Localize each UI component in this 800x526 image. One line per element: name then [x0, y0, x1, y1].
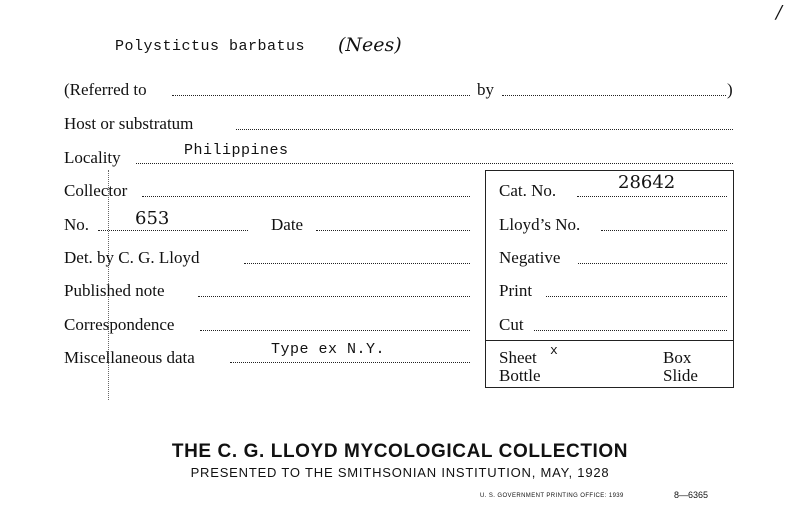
lloyds-no-line [601, 230, 727, 231]
date-label: Date [271, 215, 304, 234]
misc-value: Type ex N.Y. [271, 341, 386, 358]
locality-line [136, 163, 733, 164]
taxon-name: Polystictus barbatus [115, 38, 306, 55]
form-number: 8—6365 [674, 490, 709, 500]
locality-value: Philippines [184, 142, 289, 159]
collection-subtitle: PRESENTED TO THE SMITHSONIAN INSTITUTION, MAY, 1928 [190, 465, 610, 480]
box-left-border [485, 170, 486, 388]
cat-no-line [577, 196, 727, 197]
collector-line [142, 196, 470, 197]
close-paren: ) [727, 80, 733, 99]
print-line [546, 296, 727, 297]
print-label: Print [499, 281, 533, 300]
cat-no-value-handwritten: 28642 [618, 172, 676, 193]
bottle-label: Bottle [499, 366, 541, 385]
misc-label: Miscellaneous data [64, 348, 195, 367]
sheet-label: Sheet [499, 348, 537, 367]
collection-title: THE C. G. LLOYD MYCOLOGICAL COLLECTION [171, 441, 629, 462]
by-line [502, 95, 726, 96]
box-right-border [733, 170, 734, 388]
host-label: Host or substratum [64, 114, 194, 133]
negative-label: Negative [499, 248, 561, 267]
det-by-line [244, 263, 470, 264]
cut-label: Cut [499, 315, 524, 334]
det-by-label: Det. by C. G. Lloyd [64, 248, 200, 267]
referred-to-line [172, 95, 470, 96]
cut-line [534, 330, 727, 331]
number-line [98, 230, 248, 231]
published-note-label: Published note [64, 281, 165, 300]
box-bottom-border [485, 387, 734, 388]
number-value-handwritten: 653 [135, 208, 170, 229]
collector-label: Collector [64, 181, 128, 200]
cat-no-label: Cat. No. [499, 181, 557, 200]
lloyds-no-label: Lloyd’s No. [499, 215, 581, 234]
box-top-border [485, 170, 734, 171]
locality-label: Locality [64, 148, 121, 167]
slide-label: Slide [663, 366, 698, 385]
box-label: Box [663, 348, 692, 367]
taxon-author-handwritten: (Nees) [338, 34, 402, 56]
date-line [316, 230, 470, 231]
referred-to-label: (Referred to [64, 80, 147, 99]
corner-check-mark: / [776, 2, 783, 23]
negative-line [578, 263, 727, 264]
box-divider [485, 340, 734, 341]
printing-office-note: U. S. GOVERNMENT PRINTING OFFICE: 1939 [480, 493, 624, 499]
sheet-mark: x [550, 343, 559, 358]
misc-line [230, 362, 470, 363]
correspondence-label: Correspondence [64, 315, 175, 334]
published-note-line [198, 296, 470, 297]
number-label: No. [64, 215, 90, 234]
correspondence-line [200, 330, 470, 331]
host-line [236, 129, 733, 130]
by-label: by [477, 80, 494, 99]
